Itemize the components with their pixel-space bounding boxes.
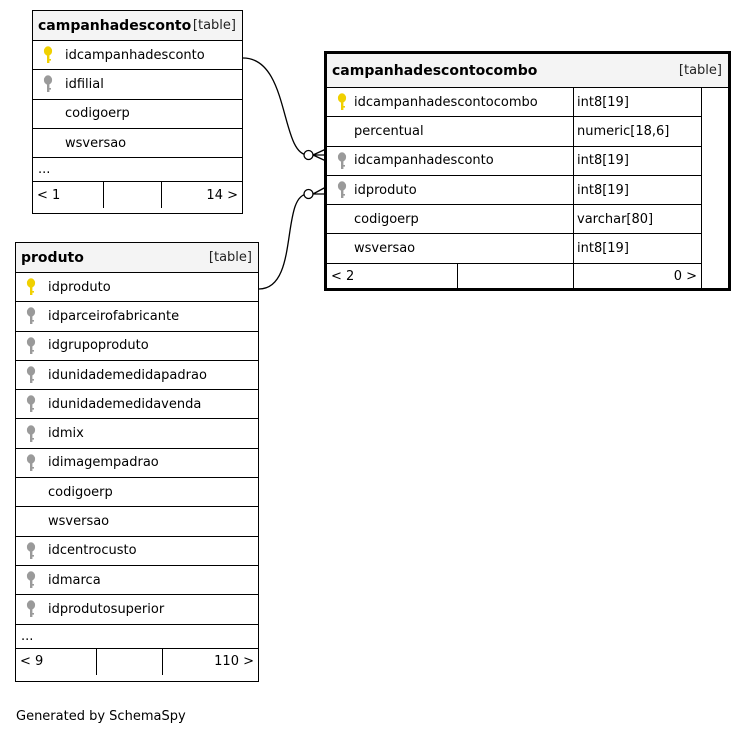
parents-count[interactable]: < 2: [327, 264, 458, 290]
footer-spacer: [104, 182, 162, 208]
column-name: idcampanhadesconto: [354, 153, 494, 169]
column-row[interactable]: [33, 129, 242, 158]
column-row[interactable]: [327, 205, 728, 234]
column-row[interactable]: [327, 147, 728, 176]
gray-key-icon: [333, 152, 351, 170]
optional-end-circle: [304, 151, 313, 160]
children-count[interactable]: 0 >: [673, 269, 697, 285]
column-name: codigoerp: [48, 484, 113, 500]
relationship-campanhadesconto-to-combo: [243, 58, 308, 155]
table-type: [table]: [208, 250, 252, 265]
table-name: campanhadesconto: [38, 17, 192, 34]
column-datatype: int8[19]: [574, 147, 702, 176]
column-row[interactable]: [16, 507, 258, 536]
column-name: wsversao: [354, 241, 416, 257]
column-name: idunidademedidapadrao: [48, 367, 207, 383]
optional-end-circle: [304, 190, 313, 199]
table-campanhadescontocombo[interactable]: [324, 51, 731, 291]
column-row[interactable]: [327, 234, 728, 263]
gold-key-icon: [333, 93, 351, 111]
column-datatype: int8[19]: [574, 88, 702, 117]
column-name: idprodutosuperior: [48, 601, 165, 617]
column-name: wsversao: [65, 135, 127, 151]
column-datatype: int8[19]: [574, 234, 702, 263]
table-footer: [327, 264, 702, 290]
column-name: idcampanhadescontocombo: [354, 94, 538, 110]
column-row[interactable]: [16, 273, 258, 302]
table-name: produto: [21, 249, 84, 266]
column-name-cell: [327, 88, 574, 117]
column-name: idmarca: [48, 572, 101, 588]
column-row[interactable]: [33, 70, 242, 99]
column-row[interactable]: [16, 449, 258, 478]
parents-count[interactable]: < 9: [16, 649, 97, 675]
column-row[interactable]: [33, 41, 242, 70]
column-name: idgrupoproduto: [48, 338, 149, 354]
table-footer: [33, 182, 242, 208]
column-row[interactable]: [16, 478, 258, 507]
more-columns-ellipsis: ...: [16, 625, 258, 649]
column-name: percentual: [354, 123, 424, 139]
column-name: idunidademedidavenda: [48, 396, 202, 412]
table-header: [327, 54, 728, 88]
column-extra-cell: [702, 117, 728, 146]
column-extra-cell: [702, 147, 728, 176]
column-row[interactable]: [33, 100, 242, 129]
column-row[interactable]: [327, 117, 728, 146]
column-row[interactable]: [16, 419, 258, 448]
footer-spacer: [458, 264, 574, 290]
column-datatype: int8[19]: [574, 176, 702, 205]
footer-spacer: [97, 649, 163, 675]
column-name-cell: [327, 205, 574, 234]
column-row[interactable]: [16, 332, 258, 361]
column-extra-cell: [702, 176, 728, 205]
column-datatype: numeric[18,6]: [574, 117, 702, 146]
column-name-cell: [327, 117, 574, 146]
column-name: idparceirofabricante: [48, 308, 180, 324]
table-produto[interactable]: [15, 242, 259, 682]
gray-key-icon: [22, 337, 40, 355]
gray-key-icon: [22, 542, 40, 560]
column-name: idfilial: [65, 76, 104, 92]
column-datatype: varchar[80]: [574, 205, 702, 234]
gray-key-icon: [39, 75, 57, 93]
gold-key-icon: [22, 278, 40, 296]
gray-key-icon: [22, 454, 40, 472]
table-header: [33, 11, 242, 41]
column-row[interactable]: [16, 595, 258, 624]
column-name: codigoerp: [65, 106, 130, 122]
column-name: idcampanhadesconto: [65, 47, 205, 63]
gray-key-icon: [22, 395, 40, 413]
column-extra-cell: [702, 88, 728, 117]
column-row[interactable]: [16, 390, 258, 419]
children-count[interactable]: 14 >: [206, 187, 238, 203]
more-columns-ellipsis: ...: [33, 158, 242, 182]
table-type: [table]: [192, 18, 236, 33]
table-name: campanhadescontocombo: [332, 62, 538, 79]
relationship-produto-to-combo: [259, 194, 308, 289]
gold-key-icon: [39, 46, 57, 64]
gray-key-icon: [22, 366, 40, 384]
column-name: idproduto: [354, 182, 417, 198]
column-name: codigoerp: [354, 211, 419, 227]
column-row[interactable]: [16, 537, 258, 566]
column-name: idproduto: [48, 279, 111, 295]
column-name: idmix: [48, 426, 84, 442]
gray-key-icon: [22, 571, 40, 589]
column-row[interactable]: [16, 302, 258, 331]
column-name-cell: [327, 147, 574, 176]
column-row[interactable]: [327, 88, 728, 117]
column-name: idcentrocusto: [48, 543, 137, 559]
column-extra-cell: [702, 205, 728, 234]
column-name: idimagempadrao: [48, 455, 159, 471]
table-header: [16, 243, 258, 273]
column-row[interactable]: [16, 566, 258, 595]
column-row[interactable]: [327, 176, 728, 205]
table-footer: [16, 649, 258, 675]
table-type: [table]: [678, 63, 722, 78]
parents-count[interactable]: < 1: [33, 182, 104, 208]
column-name-cell: [327, 234, 574, 263]
column-name: wsversao: [48, 514, 110, 530]
generated-by-label: Generated by SchemaSpy: [16, 709, 186, 724]
gray-key-icon: [22, 600, 40, 618]
gray-key-icon: [333, 181, 351, 199]
children-count[interactable]: 110 >: [214, 654, 254, 670]
column-extra-cell: [702, 234, 728, 263]
column-name-cell: [327, 176, 574, 205]
table-campanhadesconto[interactable]: [32, 10, 243, 214]
gray-key-icon: [22, 425, 40, 443]
column-row[interactable]: [16, 361, 258, 390]
gray-key-icon: [22, 307, 40, 325]
